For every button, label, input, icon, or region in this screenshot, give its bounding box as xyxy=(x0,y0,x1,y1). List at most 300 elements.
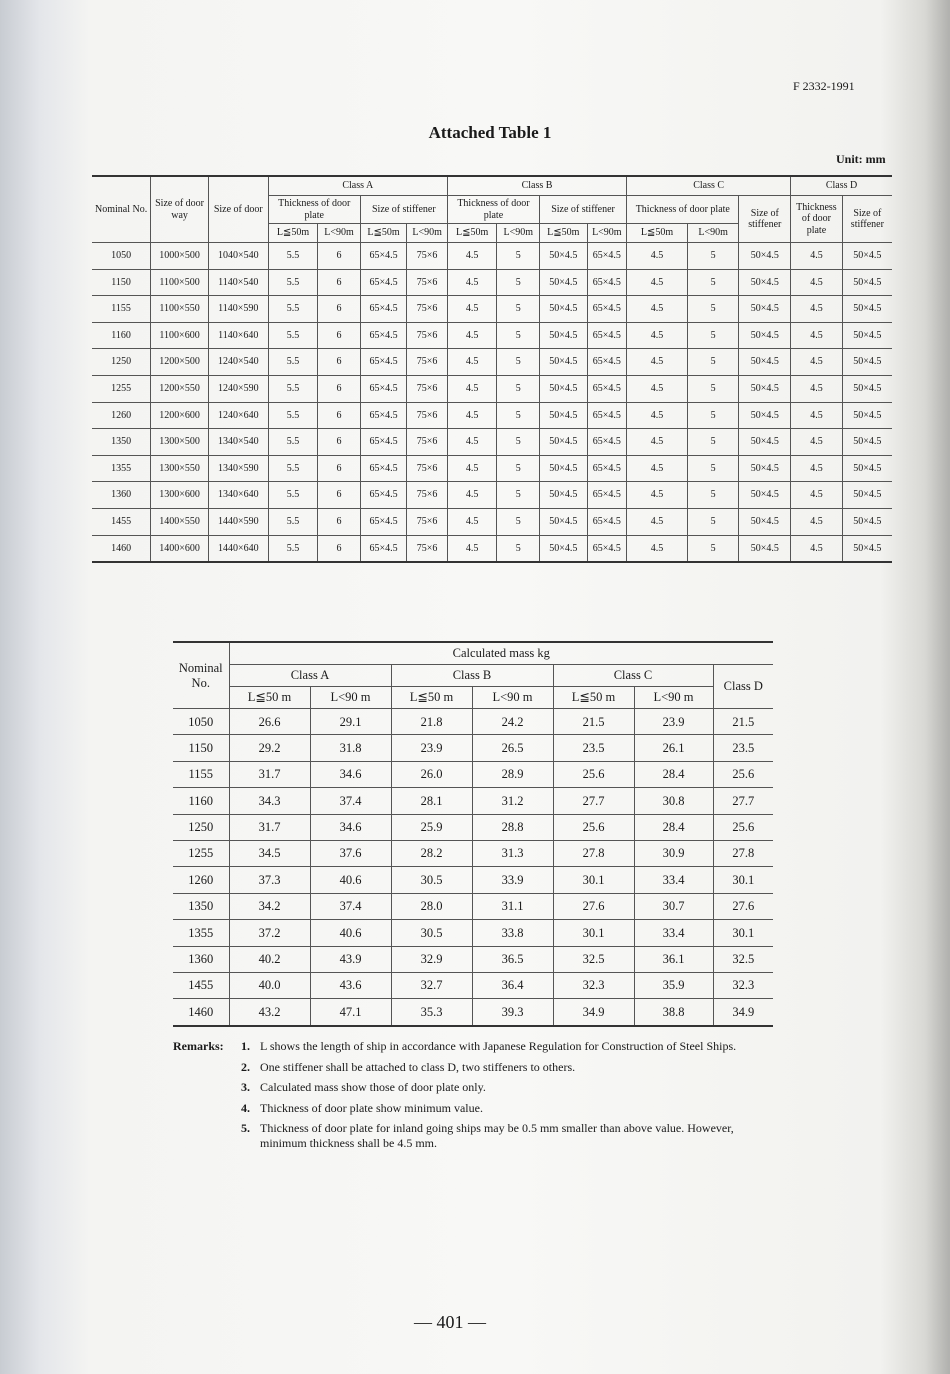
value-cell: 1340×640 xyxy=(208,482,268,509)
value-cell: 4.5 xyxy=(627,375,688,402)
value-cell: 23.9 xyxy=(634,709,713,735)
value-cell: 50×4.5 xyxy=(739,296,791,323)
header-class-b: Class B xyxy=(447,176,626,196)
value-cell: 5 xyxy=(687,375,739,402)
value-cell: 26.0 xyxy=(391,761,472,787)
value-cell: 5 xyxy=(497,349,540,376)
value-cell: 37.6 xyxy=(310,840,391,866)
value-cell: 65×4.5 xyxy=(360,535,407,562)
table-row xyxy=(92,322,892,349)
value-cell: 47.1 xyxy=(310,999,391,1026)
table-row xyxy=(173,840,773,866)
value-cell: 26.6 xyxy=(229,709,310,735)
value-cell: 50×4.5 xyxy=(540,243,588,270)
value-cell: 50×4.5 xyxy=(842,508,892,535)
value-cell: 50×4.5 xyxy=(842,402,892,429)
header-length-le50: L≦50m xyxy=(627,224,688,243)
value-cell: 31.2 xyxy=(472,788,553,814)
value-cell: 32.9 xyxy=(391,946,472,972)
value-cell: 1040×540 xyxy=(208,243,268,270)
value-cell: 4.5 xyxy=(447,296,497,323)
value-cell: 5.5 xyxy=(268,402,318,429)
header-size-door: Size of door xyxy=(208,176,268,243)
value-cell: 40.6 xyxy=(310,867,391,893)
table-row xyxy=(92,375,892,402)
value-cell: 5 xyxy=(687,296,739,323)
value-cell: 50×4.5 xyxy=(540,322,588,349)
nominal-no-cell: 1360 xyxy=(92,482,151,509)
value-cell: 65×4.5 xyxy=(587,402,627,429)
value-cell: 4.5 xyxy=(447,243,497,270)
header-d-thickness: Thickness of door plate xyxy=(791,196,843,243)
value-cell: 28.2 xyxy=(391,840,472,866)
value-cell: 36.1 xyxy=(634,946,713,972)
remark-text: Thickness of door plate show minimum value. xyxy=(260,1100,483,1115)
value-cell: 32.5 xyxy=(553,946,634,972)
value-cell: 1140×540 xyxy=(208,269,268,296)
value-cell: 50×4.5 xyxy=(842,322,892,349)
value-cell: 23.5 xyxy=(553,735,634,761)
nominal-no-cell: 1360 xyxy=(173,946,229,972)
header-class-c: Class C xyxy=(627,176,791,196)
value-cell: 65×4.5 xyxy=(587,455,627,482)
header-length-lt90: L<90m xyxy=(407,224,448,243)
value-cell: 36.5 xyxy=(472,946,553,972)
value-cell: 4.5 xyxy=(791,296,843,323)
value-cell: 75×6 xyxy=(407,535,448,562)
header-a-thickness: Thickness of door plate xyxy=(268,196,360,224)
value-cell: 4.5 xyxy=(627,535,688,562)
value-cell: 4.5 xyxy=(791,375,843,402)
header-length-le50: L≦50m xyxy=(540,224,588,243)
value-cell: 1240×540 xyxy=(208,349,268,376)
value-cell: 65×4.5 xyxy=(360,455,407,482)
value-cell: 4.5 xyxy=(447,269,497,296)
value-cell: 65×4.5 xyxy=(360,508,407,535)
value-cell: 4.5 xyxy=(791,482,843,509)
value-cell: 38.8 xyxy=(634,999,713,1026)
table-row xyxy=(92,402,892,429)
value-cell: 75×6 xyxy=(407,429,448,456)
nominal-no-cell: 1250 xyxy=(173,814,229,840)
value-cell: 50×4.5 xyxy=(842,349,892,376)
value-cell: 1440×640 xyxy=(208,535,268,562)
table-row xyxy=(92,482,892,509)
value-cell: 4.5 xyxy=(791,349,843,376)
nominal-no-cell: 1455 xyxy=(173,972,229,998)
header-size-doorway: Size of door way xyxy=(151,176,209,243)
value-cell: 65×4.5 xyxy=(360,243,407,270)
value-cell: 33.4 xyxy=(634,920,713,946)
nominal-no-cell: 1355 xyxy=(92,455,151,482)
value-cell: 1400×550 xyxy=(151,508,209,535)
remark-item xyxy=(241,1121,778,1150)
value-cell: 6 xyxy=(318,375,361,402)
value-cell: 30.1 xyxy=(713,867,773,893)
nominal-no-cell: 1050 xyxy=(173,709,229,735)
value-cell: 4.5 xyxy=(447,508,497,535)
remarks xyxy=(173,1039,778,1156)
value-cell: 75×6 xyxy=(407,402,448,429)
value-cell: 25.6 xyxy=(553,814,634,840)
value-cell: 4.5 xyxy=(791,535,843,562)
value-cell: 4.5 xyxy=(791,322,843,349)
value-cell: 75×6 xyxy=(407,296,448,323)
value-cell: 5.5 xyxy=(268,508,318,535)
table-row xyxy=(173,893,773,919)
value-cell: 5 xyxy=(497,482,540,509)
value-cell: 1140×590 xyxy=(208,296,268,323)
remark-item xyxy=(241,1039,778,1054)
value-cell: 43.2 xyxy=(229,999,310,1026)
nominal-no-cell: 1050 xyxy=(92,243,151,270)
value-cell: 34.9 xyxy=(713,999,773,1026)
value-cell: 31.1 xyxy=(472,893,553,919)
value-cell: 30.5 xyxy=(391,920,472,946)
value-cell: 5.5 xyxy=(268,322,318,349)
header-a-stiffener: Size of stiffener xyxy=(360,196,447,224)
value-cell: 1200×550 xyxy=(151,375,209,402)
header-b-thickness: Thickness of door plate xyxy=(447,196,539,224)
value-cell: 4.5 xyxy=(447,455,497,482)
value-cell: 50×4.5 xyxy=(540,375,588,402)
value-cell: 30.1 xyxy=(553,920,634,946)
value-cell: 43.9 xyxy=(310,946,391,972)
value-cell: 30.1 xyxy=(553,867,634,893)
value-cell: 50×4.5 xyxy=(739,535,791,562)
value-cell: 75×6 xyxy=(407,375,448,402)
value-cell: 40.2 xyxy=(229,946,310,972)
mass-header-le50: L≦50 m xyxy=(229,687,310,709)
value-cell: 50×4.5 xyxy=(739,508,791,535)
value-cell: 34.2 xyxy=(229,893,310,919)
value-cell: 30.1 xyxy=(713,920,773,946)
value-cell: 37.4 xyxy=(310,788,391,814)
dimensions-table-body xyxy=(92,243,892,563)
value-cell: 30.8 xyxy=(634,788,713,814)
nominal-no-cell: 1260 xyxy=(173,867,229,893)
value-cell: 5 xyxy=(687,269,739,296)
value-cell: 50×4.5 xyxy=(540,535,588,562)
value-cell: 28.4 xyxy=(634,761,713,787)
nominal-no-cell: 1160 xyxy=(92,322,151,349)
value-cell: 28.8 xyxy=(472,814,553,840)
value-cell: 27.7 xyxy=(713,788,773,814)
value-cell: 35.3 xyxy=(391,999,472,1026)
value-cell: 37.4 xyxy=(310,893,391,919)
nominal-no-cell: 1255 xyxy=(92,375,151,402)
header-class-d: Class D xyxy=(791,176,892,196)
value-cell: 65×4.5 xyxy=(587,375,627,402)
value-cell: 5 xyxy=(687,349,739,376)
value-cell: 4.5 xyxy=(447,402,497,429)
value-cell: 4.5 xyxy=(627,455,688,482)
value-cell: 50×4.5 xyxy=(739,349,791,376)
value-cell: 50×4.5 xyxy=(739,402,791,429)
header-length-le50: L≦50m xyxy=(360,224,407,243)
value-cell: 50×4.5 xyxy=(739,482,791,509)
value-cell: 5 xyxy=(687,508,739,535)
table-row xyxy=(92,296,892,323)
value-cell: 4.5 xyxy=(791,455,843,482)
value-cell: 4.5 xyxy=(627,322,688,349)
value-cell: 50×4.5 xyxy=(842,296,892,323)
mass-table xyxy=(173,641,773,1027)
header-c-stiffener: Size of stiffener xyxy=(739,196,791,243)
value-cell: 5 xyxy=(497,296,540,323)
value-cell: 5 xyxy=(497,455,540,482)
value-cell: 4.5 xyxy=(627,296,688,323)
nominal-no-cell: 1155 xyxy=(173,761,229,787)
value-cell: 4.5 xyxy=(627,508,688,535)
value-cell: 75×6 xyxy=(407,269,448,296)
table-row xyxy=(173,999,773,1026)
nominal-no-cell: 1150 xyxy=(92,269,151,296)
value-cell: 28.0 xyxy=(391,893,472,919)
mass-header-class-d: Class D xyxy=(713,665,773,709)
value-cell: 31.7 xyxy=(229,761,310,787)
nominal-no-cell: 1260 xyxy=(92,402,151,429)
mass-header-lt90: L<90 m xyxy=(634,687,713,709)
table-row xyxy=(173,814,773,840)
value-cell: 65×4.5 xyxy=(587,296,627,323)
value-cell: 65×4.5 xyxy=(587,535,627,562)
value-cell: 65×4.5 xyxy=(360,269,407,296)
value-cell: 5 xyxy=(687,402,739,429)
value-cell: 5 xyxy=(497,375,540,402)
header-b-stiffener: Size of stiffener xyxy=(540,196,627,224)
value-cell: 4.5 xyxy=(791,429,843,456)
value-cell: 65×4.5 xyxy=(360,375,407,402)
value-cell: 5 xyxy=(497,508,540,535)
value-cell: 65×4.5 xyxy=(587,429,627,456)
value-cell: 50×4.5 xyxy=(540,508,588,535)
value-cell: 1100×600 xyxy=(151,322,209,349)
mass-header-le50: L≦50 m xyxy=(553,687,634,709)
value-cell: 5 xyxy=(497,429,540,456)
dimensions-table xyxy=(92,175,892,563)
mass-header-calculated: Calculated mass kg xyxy=(229,642,773,665)
nominal-no-cell: 1350 xyxy=(173,893,229,919)
value-cell: 32.5 xyxy=(713,946,773,972)
value-cell: 65×4.5 xyxy=(587,243,627,270)
value-cell: 6 xyxy=(318,349,361,376)
value-cell: 6 xyxy=(318,243,361,270)
value-cell: 23.9 xyxy=(391,735,472,761)
table-row xyxy=(92,429,892,456)
nominal-no-cell: 1355 xyxy=(173,920,229,946)
value-cell: 65×4.5 xyxy=(587,322,627,349)
remark-text: Thickness of door plate for inland going ships may be 0.5 mm smaller than above value. However, minimum thickness shall be 4.5 mm. xyxy=(260,1121,734,1150)
value-cell: 4.5 xyxy=(627,243,688,270)
value-cell: 65×4.5 xyxy=(360,482,407,509)
value-cell: 6 xyxy=(318,429,361,456)
value-cell: 5.5 xyxy=(268,429,318,456)
value-cell: 50×4.5 xyxy=(842,243,892,270)
value-cell: 75×6 xyxy=(407,482,448,509)
value-cell: 5.5 xyxy=(268,375,318,402)
value-cell: 1100×550 xyxy=(151,296,209,323)
value-cell: 50×4.5 xyxy=(739,375,791,402)
value-cell: 5 xyxy=(687,243,739,270)
value-cell: 50×4.5 xyxy=(842,375,892,402)
table-row xyxy=(92,349,892,376)
table-row xyxy=(173,709,773,735)
value-cell: 6 xyxy=(318,402,361,429)
value-cell: 4.5 xyxy=(447,429,497,456)
header-length-lt90: L<90m xyxy=(318,224,361,243)
remark-number: 4. xyxy=(241,1100,250,1115)
remark-number: 2. xyxy=(241,1059,250,1074)
remark-number: 1. xyxy=(241,1039,250,1053)
table-row xyxy=(92,455,892,482)
value-cell: 27.8 xyxy=(713,840,773,866)
value-cell: 50×4.5 xyxy=(739,243,791,270)
table-row xyxy=(173,735,773,761)
value-cell: 65×4.5 xyxy=(587,508,627,535)
value-cell: 65×4.5 xyxy=(360,296,407,323)
mass-header-class-c: Class C xyxy=(553,665,713,687)
value-cell: 75×6 xyxy=(407,349,448,376)
value-cell: 50×4.5 xyxy=(842,482,892,509)
value-cell: 5 xyxy=(497,322,540,349)
value-cell: 35.9 xyxy=(634,972,713,998)
value-cell: 5 xyxy=(687,429,739,456)
value-cell: 33.8 xyxy=(472,920,553,946)
value-cell: 28.4 xyxy=(634,814,713,840)
value-cell: 37.3 xyxy=(229,867,310,893)
value-cell: 36.4 xyxy=(472,972,553,998)
value-cell: 27.6 xyxy=(553,893,634,919)
value-cell: 32.7 xyxy=(391,972,472,998)
table-row xyxy=(173,946,773,972)
value-cell: 5.5 xyxy=(268,535,318,562)
value-cell: 28.1 xyxy=(391,788,472,814)
value-cell: 6 xyxy=(318,482,361,509)
remark-item xyxy=(241,1059,778,1075)
value-cell: 5.5 xyxy=(268,269,318,296)
value-cell: 34.5 xyxy=(229,840,310,866)
remark-number: 5. xyxy=(241,1121,250,1135)
value-cell: 65×4.5 xyxy=(360,429,407,456)
header-length-lt90: L<90m xyxy=(497,224,540,243)
value-cell: 34.3 xyxy=(229,788,310,814)
header-length-lt90: L<90m xyxy=(687,224,739,243)
remark-text: Calculated mass show those of door plate only. xyxy=(260,1080,486,1094)
header-nominal-no: Nominal No. xyxy=(92,176,151,243)
value-cell: 32.3 xyxy=(713,972,773,998)
value-cell: 29.1 xyxy=(310,709,391,735)
value-cell: 4.5 xyxy=(447,535,497,562)
mass-header-le50: L≦50 m xyxy=(391,687,472,709)
value-cell: 27.6 xyxy=(713,893,773,919)
value-cell: 1200×600 xyxy=(151,402,209,429)
mass-header-nominal-no: Nominal No. xyxy=(173,642,229,709)
header-length-lt90: L<90m xyxy=(587,224,627,243)
value-cell: 1340×540 xyxy=(208,429,268,456)
value-cell: 50×4.5 xyxy=(540,349,588,376)
value-cell: 1240×590 xyxy=(208,375,268,402)
value-cell: 23.5 xyxy=(713,735,773,761)
remark-item xyxy=(241,1080,778,1095)
value-cell: 5 xyxy=(687,482,739,509)
value-cell: 33.4 xyxy=(634,867,713,893)
table-row xyxy=(92,508,892,535)
nominal-no-cell: 1250 xyxy=(92,349,151,376)
value-cell: 6 xyxy=(318,455,361,482)
value-cell: 40.6 xyxy=(310,920,391,946)
remark-text: One stiffener shall be attached to class D, two stiffeners to others. xyxy=(260,1059,576,1074)
value-cell: 39.3 xyxy=(472,999,553,1026)
value-cell: 5 xyxy=(497,269,540,296)
value-cell: 75×6 xyxy=(407,455,448,482)
value-cell: 50×4.5 xyxy=(739,455,791,482)
value-cell: 65×4.5 xyxy=(587,269,627,296)
value-cell: 5.5 xyxy=(268,482,318,509)
nominal-no-cell: 1155 xyxy=(92,296,151,323)
value-cell: 5 xyxy=(497,535,540,562)
value-cell: 1400×600 xyxy=(151,535,209,562)
header-d-stiffener: Size of stiffener xyxy=(842,196,892,243)
nominal-no-cell: 1460 xyxy=(173,999,229,1026)
value-cell: 4.5 xyxy=(791,243,843,270)
value-cell: 6 xyxy=(318,269,361,296)
value-cell: 26.5 xyxy=(472,735,553,761)
value-cell: 50×4.5 xyxy=(842,535,892,562)
value-cell: 50×4.5 xyxy=(739,269,791,296)
unit-label: Unit: mm xyxy=(836,152,886,166)
value-cell: 75×6 xyxy=(407,322,448,349)
value-cell: 21.5 xyxy=(553,709,634,735)
value-cell: 34.6 xyxy=(310,814,391,840)
value-cell: 43.6 xyxy=(310,972,391,998)
value-cell: 5 xyxy=(687,322,739,349)
value-cell: 6 xyxy=(318,535,361,562)
value-cell: 5 xyxy=(497,402,540,429)
header-length-le50: L≦50m xyxy=(268,224,318,243)
value-cell: 30.5 xyxy=(391,867,472,893)
page-number: — 401 — xyxy=(414,1312,486,1332)
value-cell: 6 xyxy=(318,322,361,349)
value-cell: 50×4.5 xyxy=(739,429,791,456)
value-cell: 4.5 xyxy=(447,375,497,402)
nominal-no-cell: 1350 xyxy=(92,429,151,456)
value-cell: 32.3 xyxy=(553,972,634,998)
value-cell: 29.2 xyxy=(229,735,310,761)
value-cell: 1340×590 xyxy=(208,455,268,482)
value-cell: 33.9 xyxy=(472,867,553,893)
value-cell: 30.7 xyxy=(634,893,713,919)
nominal-no-cell: 1160 xyxy=(173,788,229,814)
value-cell: 4.5 xyxy=(627,429,688,456)
mass-header-class-b: Class B xyxy=(391,665,553,687)
value-cell: 31.8 xyxy=(310,735,391,761)
mass-header-lt90: L<90 m xyxy=(310,687,391,709)
value-cell: 37.2 xyxy=(229,920,310,946)
table-row xyxy=(173,972,773,998)
value-cell: 50×4.5 xyxy=(842,269,892,296)
remark-text: L shows the length of ship in accordance with Japanese Regulation for Construction of Steel Ships. xyxy=(260,1039,737,1053)
value-cell: 75×6 xyxy=(407,243,448,270)
value-cell: 30.9 xyxy=(634,840,713,866)
table-row xyxy=(173,867,773,893)
remarks-label: Remarks: xyxy=(173,1039,224,1053)
value-cell: 4.5 xyxy=(791,269,843,296)
remark-item xyxy=(241,1100,778,1116)
value-cell: 4.5 xyxy=(627,269,688,296)
value-cell: 28.9 xyxy=(472,761,553,787)
value-cell: 4.5 xyxy=(627,402,688,429)
